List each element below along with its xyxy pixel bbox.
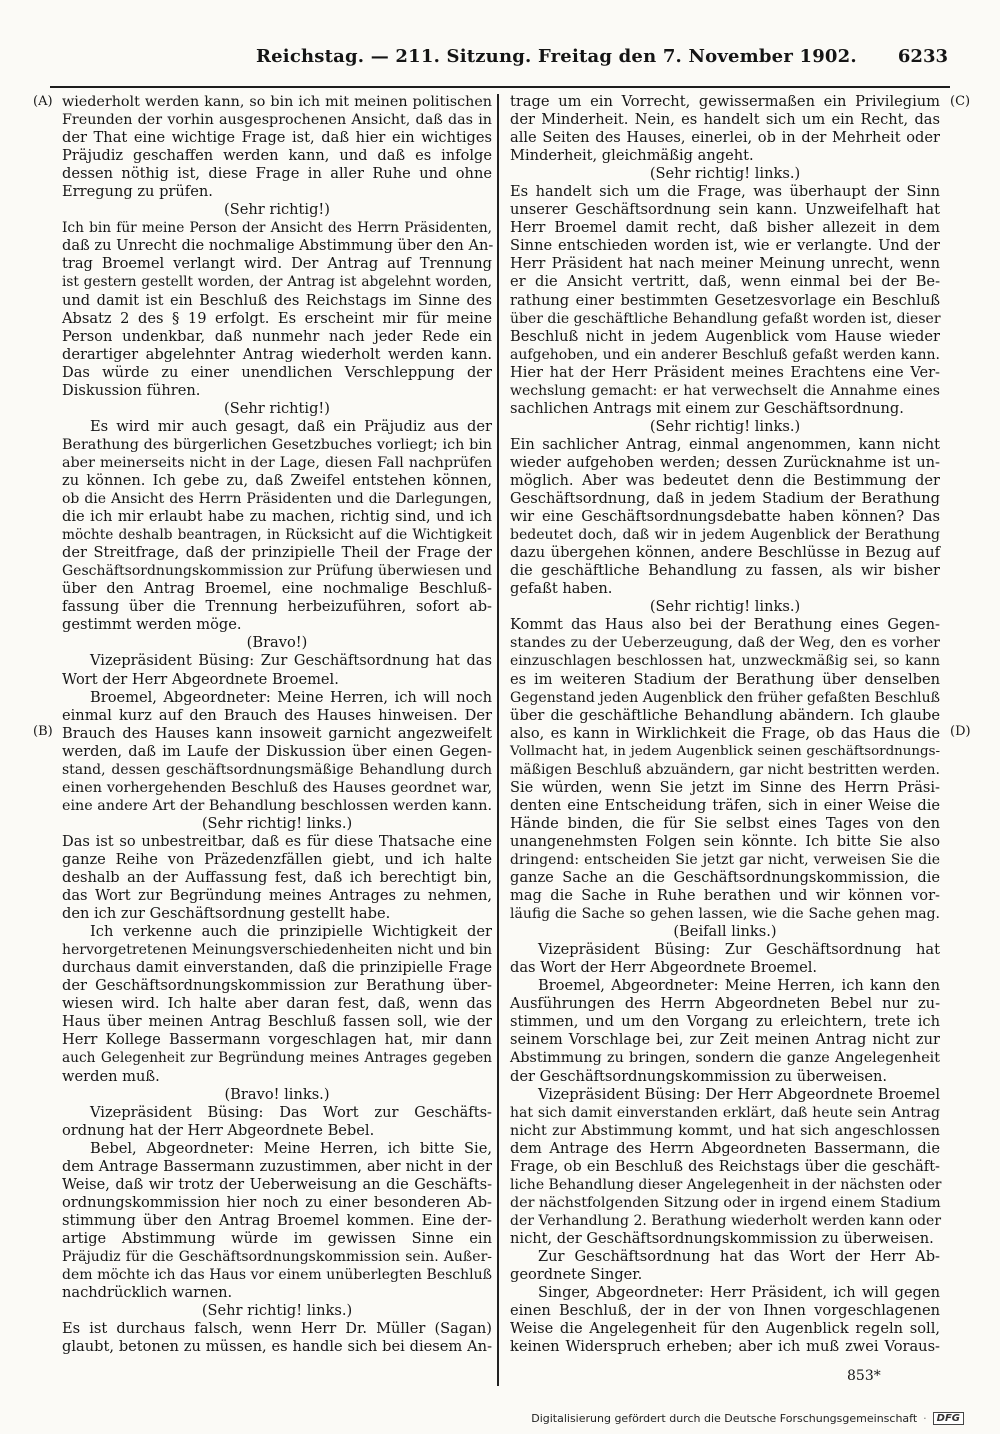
text-line: wir eine Geschäftsordnungsdebatte haben können? Das — [510, 508, 940, 526]
text-line: dringend: entscheiden Sie jetzt gar nicht, verweisen Sie die — [510, 851, 940, 868]
column-divider — [497, 94, 499, 1386]
text-line: wiesen wird. Ich halte aber daran fest, daß, wenn das — [62, 995, 492, 1013]
text-line: dem Antrage Bassermann zuzustimmen, aber nicht in der — [62, 1157, 492, 1175]
text-line: Ich verkenne auch die prinzipielle Wichtigkeit der — [90, 923, 492, 941]
text-line: hat sich damit einverstanden erklärt, daß heute sein Antrag — [510, 1104, 940, 1121]
text-line: mag die Sache in Ruhe berathen und wir können vor- — [510, 887, 940, 905]
text-line: Broemel, Abgeordneter: Meine Herren, ich kann den — [538, 977, 940, 995]
text-line: durchaus damit einverstanden, daß die prinzipielle Frage — [62, 959, 492, 977]
text-line: trage um ein Vorrecht, gewissermaßen ein Privilegium — [510, 93, 940, 110]
text-line: bedeutet doch, daß wir in jedem Augenblick der Berathung — [510, 527, 940, 544]
text-line: Geschäftsordnungskommission zur Prüfung überwiesen und — [62, 563, 492, 580]
text-line: (Sehr richtig! links.) — [649, 165, 801, 183]
text-line: gefaßt haben. — [510, 580, 613, 598]
text-line: fassung über die Trennung herbeizuführen, sofort ab- — [62, 598, 492, 616]
text-line: die geschäftliche Behandlung zu fassen, als wir bisher — [510, 562, 940, 580]
margin-mark-b: (B) — [33, 724, 53, 739]
text-line: standes zu der Ueberzeugung, daß der Weg, den es vorher — [510, 635, 940, 652]
text-line: Das würde zu einer unendlichen Verschleppung der — [62, 363, 492, 381]
text-line: Wort der Herr Abgeordnete Broemel. — [62, 670, 339, 688]
text-line: ordnung hat der Herr Abgeordnete Bebel. — [62, 1121, 375, 1139]
text-line: werden muß. — [62, 1067, 160, 1085]
text-line: Kommt das Haus also bei der Berathung eines Gegen- — [510, 616, 940, 634]
text-line: Vizepräsident Büsing: Der Herr Abgeordnete Broemel — [538, 1085, 940, 1103]
text-line: Herr Präsident hat nach meiner Meinung unrecht, wenn — [510, 255, 940, 273]
text-line: Vizepräsident Büsing: Zur Geschäftsordnung hat das — [90, 652, 492, 670]
right-text-column — [510, 93, 940, 1356]
text-line: rathung einer bestimmten Gesetzesvorlage ein Beschluß — [510, 291, 940, 309]
text-line: der Geschäftsordnungskommission zu überweisen. — [510, 1067, 888, 1085]
text-line: ist gestern gestellt worden, der Antrag ist abgelehnt worden, — [62, 274, 492, 291]
text-line: (Sehr richtig! links.) — [201, 814, 353, 832]
text-line: Frage, ob ein Beschluß des Reichstags über die geschäft- — [510, 1157, 940, 1175]
text-line: mäßigen Beschluß abzuändern, gar nicht bestritten werden. — [510, 761, 940, 778]
page-title: Reichstag. — 211. Sitzung. Freitag den 7. November 1902. — [256, 46, 857, 67]
text-line: Zur Geschäftsordnung hat das Wort der Herr Ab- — [538, 1248, 940, 1265]
margin-mark-c: (C) — [950, 94, 971, 109]
text-line: Herr Broemel damit recht, daß bisher allezeit in dem — [510, 219, 940, 237]
text-line: hervorgetretenen Meinungsverschiedenheiten nicht und bin — [62, 942, 492, 959]
text-line: Person undenkbar, daß nunmehr nach jeder Rede ein — [62, 327, 492, 345]
text-line: einen Beschluß, der in der von Ihnen vorgeschlagenen — [510, 1302, 940, 1320]
text-line: über den Antrag Broemel, eine nochmalige Beschluß- — [62, 580, 492, 598]
page-header — [0, 0, 1000, 67]
text-line: Vizepräsident Büsing: Zur Geschäftsordnung hat — [538, 941, 940, 959]
text-line: möchte deshalb beantragen, in Rücksicht auf die Wichtigkeit — [62, 527, 492, 544]
text-line: der Minderheit. Nein, es handelt sich um ein Recht, das — [510, 111, 940, 129]
text-line: Vollmacht hat, in jedem Augenblick seinen geschäftsordnungs- — [510, 743, 940, 759]
text-line: der nächstfolgenden Sitzung oder in irgend einem Stadium — [510, 1194, 941, 1211]
text-line: Ein sachlicher Antrag, einmal angenommen, kann nicht — [510, 435, 940, 453]
text-line: geordnete Singer. — [510, 1266, 643, 1284]
text-line: Hier hat der Herr Präsident meines Erachtens eine Ver- — [510, 363, 940, 381]
text-line: Das ist so unbestreitbar, daß es für diese Thatsache eine — [62, 832, 492, 850]
text-line: ganze Sache an die Geschäftsordnungskommission, die — [510, 869, 940, 887]
text-line: (Sehr richtig!) — [224, 399, 330, 417]
text-line: der Geschäftsordnungskommission zur Berathung über- — [62, 977, 492, 995]
text-line: artige Abstimmung würde im gewissen Sinne ein — [62, 1229, 492, 1247]
text-line: (Beifall links.) — [673, 923, 777, 941]
text-line: einmal kurz auf den Brauch des Hauses hinweisen. Der — [62, 706, 492, 724]
text-line: dem möchte ich das Haus vor einem unüberlegten Beschluß — [62, 1267, 492, 1284]
text-line: Haus über meinen Antrag Beschluß fassen soll, wie der — [62, 1013, 492, 1031]
text-line: daß zu Unrecht die nochmalige Abstimmung über den An- — [62, 237, 494, 255]
text-line: werden, daß im Laufe der Diskussion über einen Gegen- — [62, 742, 492, 760]
text-line: Abstimmung zu bringen, sondern die ganze Angelegenheit — [510, 1050, 940, 1067]
text-line: Beschluß nicht in jedem Augenblick vom Hause wieder — [510, 327, 940, 345]
text-line: das Wort zur Begründung meines Antrages zu nehmen, — [62, 887, 492, 905]
text-line: Freunden der vorhin ausgesprochenen Ansicht, daß das in — [62, 112, 492, 129]
text-line: wiederholt werden kann, so bin ich mit meinen politischen — [62, 94, 492, 110]
margin-mark-d: (D) — [950, 724, 971, 739]
text-line: wieder aufgehoben werden; dessen Zurücknahme ist un- — [510, 453, 940, 471]
text-line: (Sehr richtig! links.) — [201, 1302, 353, 1320]
text-line: Es wird mir auch gesagt, daß ein Präjudiz aus der — [90, 417, 492, 435]
text-line: deshalb an der Auffassung fest, daß ich berechtigt bin, — [62, 869, 492, 887]
text-line: dem Antrage des Herrn Abgeordneten Bassermann, die — [510, 1139, 940, 1157]
text-line: ordnungskommission hier noch zu einer besonderen Ab- — [62, 1193, 492, 1211]
text-line: Weise, daß wir trotz der Ueberweisung an die Geschäfts- — [62, 1175, 492, 1193]
text-line: Broemel, Abgeordneter: Meine Herren, ich will noch — [90, 688, 492, 706]
text-line: (Sehr richtig! links.) — [649, 598, 801, 616]
text-line: denten eine Entscheidung träfen, sich in einer Weise die — [510, 796, 940, 814]
text-line: zu können. Ich gebe zu, daß Zweifel entstehen können, — [62, 471, 492, 489]
text-line: auch Gelegenheit zur Begründung meines Antrages gegeben — [62, 1050, 492, 1067]
text-line: der Streitfrage, daß der prinzipielle Theil der Frage der — [62, 544, 492, 562]
text-line: sachlichen Antrags mit einem zur Geschäftsordnung. — [510, 399, 904, 417]
text-line: Ich bin für meine Person der Ansicht des Herrn Präsidenten, — [62, 220, 492, 237]
credit-text: Digitalisierung gefördert durch die Deutsche Forschungsgemeinschaft — [531, 1412, 918, 1425]
text-line: Bebel, Abgeordneter: Meine Herren, ich bitte Sie, — [90, 1139, 492, 1157]
text-line: Präjudiz geschaffen werden kann, und daß es infolge — [62, 147, 492, 165]
text-line: stimmen, und um den Vorgang zu erleichtern, trete ich — [510, 1013, 940, 1031]
credit-separator: · — [923, 1412, 927, 1425]
text-line: Weise die Angelegenheit für den Augenblick regeln soll, — [510, 1320, 940, 1338]
text-line: stand, dessen geschäftsordnungsmäßige Behandlung durch — [62, 761, 492, 778]
text-line: eine andere Art der Behandlung beschlossen werden kann. — [62, 797, 492, 814]
text-line: einen vorhergehenden Beschluß des Hauses geordnet war, — [62, 779, 492, 796]
text-line: Geschäftsordnung, daß in jedem Stadium der Berathung — [510, 490, 940, 508]
text-line: stimmung über den Antrag Broemel kommen. Eine der- — [62, 1211, 492, 1229]
page-number: 6233 — [897, 46, 948, 67]
signature-mark: 853* — [847, 1368, 881, 1384]
text-line: trag Broemel verlangt wird. Der Antrag auf Trennung — [62, 255, 492, 273]
text-line: ganze Reihe von Präzedenzfällen giebt, und ich halte — [62, 850, 492, 868]
text-line: liche Behandlung dieser Angelegenheit in der nächsten oder — [510, 1176, 942, 1193]
text-line: seinem Vorschlage bei, zur Zeit meinen Antrag nicht zur — [510, 1031, 940, 1049]
text-line: also, es kann in Wirklichkeit die Frage, ob das Haus die — [510, 724, 940, 742]
text-line: (Bravo! links.) — [224, 1085, 330, 1103]
text-line: glaubt, betonen zu müssen, es handle sich bei diesem An- — [62, 1338, 492, 1356]
text-line: (Bravo!) — [246, 634, 308, 652]
text-line: aufgehoben, und ein anderer Beschluß gefaßt werden kann. — [510, 346, 940, 363]
text-line: aber meinerseits nicht in der Lage, diesen Fall nachprüfen — [62, 454, 492, 471]
text-line: möglich. Aber was bedeutet denn die Bestimmung der — [510, 471, 940, 489]
text-line: alle Seiten des Hauses, einerlei, ob in der Mehrheit oder — [510, 129, 940, 147]
text-line: Ausführungen des Herrn Abgeordneten Bebel nur zu- — [510, 995, 940, 1013]
text-line: Diskussion führen. — [62, 381, 201, 399]
text-line: Absatz 2 des § 19 erfolgt. Es erscheint mir für meine — [62, 309, 492, 327]
text-line: die ich mir erlaubt habe zu machen, richtig sind, und ich — [62, 508, 492, 526]
text-line: Erregung zu prüfen. — [62, 183, 213, 201]
text-line: Es handelt sich um die Frage, was überhaupt der Sinn — [510, 183, 940, 201]
text-line: nicht zur Abstimmung kommt, und hat sich angeschlossen — [510, 1122, 940, 1139]
text-line: läufig die Sache so gehen lassen, wie die Sache gehen mag. — [510, 906, 940, 923]
text-line: derartiger abgelehnter Antrag wiederholt werden kann. — [62, 345, 492, 363]
text-line: Hände binden, die für Sie selbst eines Tages von den — [510, 814, 940, 832]
text-line: das Wort der Herr Abgeordnete Broemel. — [510, 959, 818, 977]
text-line: Gegenstand jeden Augenblick den früher gefaßten Beschluß — [510, 689, 940, 706]
text-line: Vizepräsident Büsing: Das Wort zur Geschäfts- — [90, 1103, 492, 1121]
margin-mark-a: (A) — [33, 94, 53, 109]
text-line: unserer Geschäftsordnung sein kann. Unzweifelhaft hat — [510, 201, 940, 219]
header-rule — [50, 86, 950, 88]
text-line: dazu übergehen können, andere Beschlüsse in Bezug auf — [510, 544, 940, 562]
text-line: einzuschlagen beschlossen hat, unzweckmäßig sei, so kann — [510, 653, 940, 670]
text-line: gestimmt werden möge. — [62, 616, 242, 634]
text-line: der That eine wichtige Frage ist, daß hier ein wichtiges — [62, 129, 492, 147]
text-line: (Sehr richtig! links.) — [649, 417, 801, 435]
text-line: Herr Kollege Bassermann vorgeschlagen hat, mir dann — [62, 1031, 492, 1049]
text-line: über die geschäftliche Behandlung abändern. Ich glaube — [510, 706, 940, 724]
text-line: und damit ist ein Beschluß des Reichstags im Sinne des — [62, 291, 492, 309]
text-line: Sinne entschieden worden ist, wie er verlangte. Und der — [510, 237, 940, 255]
text-line: dessen nöthig ist, diese Frage in aller Ruhe und ohne — [62, 165, 492, 183]
left-text-column — [62, 93, 492, 1356]
text-line: Sie würden, wenn Sie jetzt im Sinne des Herrn Präsi- — [510, 778, 940, 796]
text-line: über die geschäftliche Behandlung gefaßt worden ist, dieser — [510, 310, 941, 327]
text-line: nachdrücklich warnen. — [62, 1284, 233, 1302]
text-line: (Sehr richtig!) — [224, 201, 330, 219]
text-line: es im weiteren Stadium der Berathung über denselben — [510, 670, 940, 688]
text-line: Es ist durchaus falsch, wenn Herr Dr. Müller (Sagan) — [62, 1320, 492, 1338]
text-line: wechslung gemacht: er hat verwechselt die Annahme eines — [510, 382, 940, 399]
text-line: Singer, Abgeordneter: Herr Präsident, ich will gegen — [538, 1284, 940, 1302]
text-line: er die Ansicht vertritt, daß, wenn einmal bei der Be- — [510, 273, 940, 291]
dfg-logo: DFG — [933, 1412, 964, 1425]
text-line: ob die Ansicht des Herrn Präsidenten und die Darlegungen, — [62, 491, 492, 508]
text-line: keinen Widerspruch erheben; aber ich muß zwei Voraus- — [510, 1338, 940, 1356]
text-line: Brauch des Hauses kann insoweit garnicht angezweifelt — [62, 724, 492, 742]
text-line: der Verhandlung 2. Berathung wiederholt werden kann oder — [510, 1212, 942, 1229]
text-line: Minderheit, gleichmäßig angeht. — [510, 147, 754, 165]
text-line: Berathung des bürgerlichen Gesetzbuches vorliegt; ich bin — [62, 436, 492, 453]
text-line: den ich zur Geschäftsordnung gestellt habe. — [62, 905, 391, 923]
digitization-credit — [531, 1412, 964, 1425]
text-line: unangenehmsten Folgen sein könnte. Ich bitte Sie also — [510, 832, 940, 850]
text-line: Präjudiz für die Geschäftsordnungskommission sein. Außer- — [62, 1249, 492, 1265]
text-line: nicht, der Geschäftsordnungskommission zu überweisen. — [510, 1229, 934, 1247]
